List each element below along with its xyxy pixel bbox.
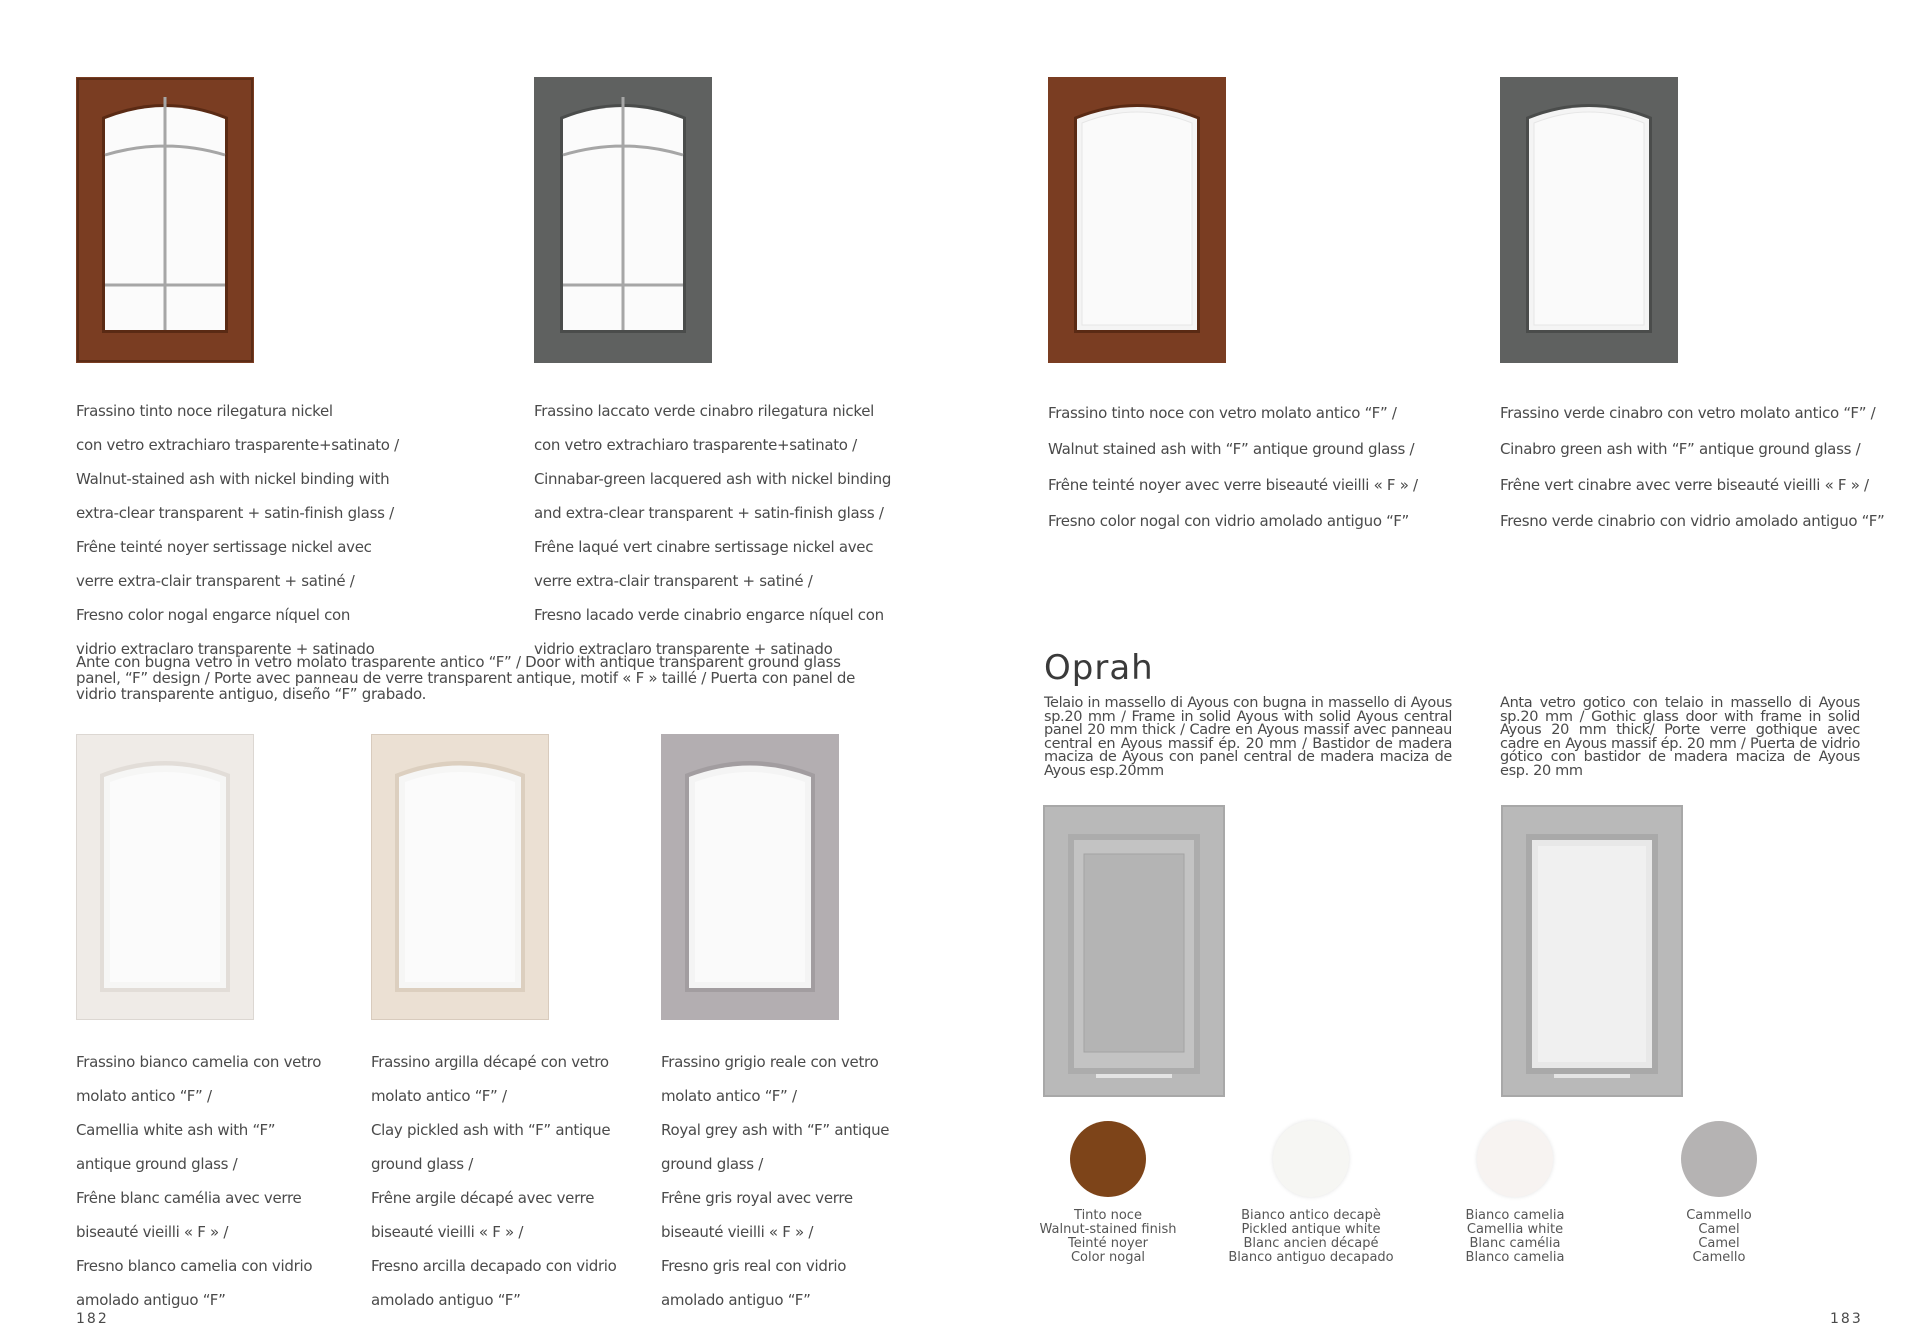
door-green-nickel-grid (534, 77, 712, 363)
door-clay-pickled (371, 734, 549, 1020)
caption-camellia-white: Frassino bianco camelia con vetro molato antico “F” / Camellia white ash with “F” antique ground glass / Frêne blanc camélia avec verre biseauté vieilli « F » / Fresno blanco camelia con vidrio amolado antiguo “F” (76, 1053, 322, 1309)
oprah-glass-description: Anta vetro gotico con telaio in massello di Ayous sp.20 mm / Gothic glass door with frame in solid Ayous 20 mm thick/ Porte verre gothique avec cadre en Ayous massif ép. 20 mm / Puerta de vidrio gótico con bastidor de madera maciza de Ayous esp. 20 mm (1500, 695, 1860, 779)
caption-royal-grey: Frassino grigio reale con vetro molato antico “F” / Royal grey ash with “F” antique ground glass / Frêne gris royal avec verre biseauté vieilli « F » / Fresno gris real con vidrio amolado antiguo “F” (661, 1053, 890, 1309)
swatch-caption-walnut: Tinto noce Walnut-stained finish Teinté noyer Color nogal (1039, 1208, 1177, 1265)
page-number-right: 183 (1830, 1311, 1863, 1327)
caption-clay-pickled: Frassino argilla décapé con vetro molato antico “F” / Clay pickled ash with “F” antique ground glass / Frêne argile décapé avec verre biseauté vieilli « F » / Fresno arcilla decapado con vidrio amolado antiguo “F” (371, 1053, 617, 1309)
swatch-caption-camellia-white: Bianco camelia Camellia white Blanc camélia Blanco camelia (1465, 1208, 1565, 1265)
swatch-camellia-white (1477, 1121, 1553, 1197)
door-royal-grey (661, 734, 839, 1020)
caption-green-f-glass: Frassino verde cinabro con vetro molato antico “F” / Cinabro green ash with “F” antique ground glass / Frêne vert cinabre avec verre biseauté vieilli « F » / Fresno verde cinabrio con vidrio amolado antiguo “F” (1500, 404, 1885, 530)
door-green-f-glass (1500, 77, 1678, 363)
door-oprah-gothic-glass (1502, 806, 1682, 1096)
door-oprah-panel (1044, 806, 1224, 1096)
swatch-walnut (1070, 1121, 1146, 1197)
door-walnut-nickel-grid (76, 77, 254, 363)
swatch-caption-pickled-white: Bianco antico decapè Pickled antique white Blanc ancien décapé Blanco antiguo decapado (1228, 1208, 1394, 1265)
caption-walnut-nickel: Frassino tinto noce rilegatura nickel con vetro extrachiaro trasparente+satinato / Walnut-stained ash with nickel binding with extra-clear transparent + satin-finish glass / Frêne teinté noyer sertissage nickel avec verre extra-clair transparent + satiné / Fresno color nogal engarce níquel con vidrio extraclaro transparente + satinado (76, 402, 399, 658)
swatch-pickled-white (1273, 1121, 1349, 1197)
section-intro-text: Ante con bugna vetro in vetro molato trasparente antico “F” / Door with antique transparent ground glass panel, “F” design / Porte avec panneau de verre transparent antique, motif « F » taillé / Puerta con panel de vidrio transparente antiguo, diseño “F” grabado. (76, 653, 856, 703)
oprah-title: Oprah (1044, 648, 1154, 688)
oprah-panel-description: Telaio in massello di Ayous con bugna in massello di Ayous sp.20 mm / Frame in solid Ayous with solid Ayous central panel 20 mm thick / Cadre en Ayous massif avec panneau central en Ayous massif ép. 20 mm / Bastidor de madera maciza de Ayous con panel central de madera maciza de Ayous esp.20mm (1044, 695, 1452, 779)
door-walnut-f-glass (1048, 77, 1226, 363)
door-camellia-white (76, 734, 254, 1020)
swatch-caption-camel: Cammello Camel Camel Camello (1686, 1208, 1752, 1265)
page-number-left: 182 (76, 1311, 109, 1327)
caption-green-nickel: Frassino laccato verde cinabro rilegatura nickel con vetro extrachiaro trasparente+satinato / Cinnabar-green lacquered ash with nickel binding and extra-clear transparent + satin-finish glass / Frêne laqué vert cinabre sertissage nickel avec verre extra-clair transparent + satiné / Fresno lacado verde cinabrio engarce níquel con vidrio extraclaro transparente + satinado (534, 402, 892, 658)
swatch-camel (1681, 1121, 1757, 1197)
caption-walnut-f-glass: Frassino tinto noce con vetro molato antico “F” / Walnut stained ash with “F” antique ground glass / Frêne teinté noyer avec verre biseauté vieilli « F » / Fresno color nogal con vidrio amolado antiguo “F” (1048, 404, 1418, 530)
